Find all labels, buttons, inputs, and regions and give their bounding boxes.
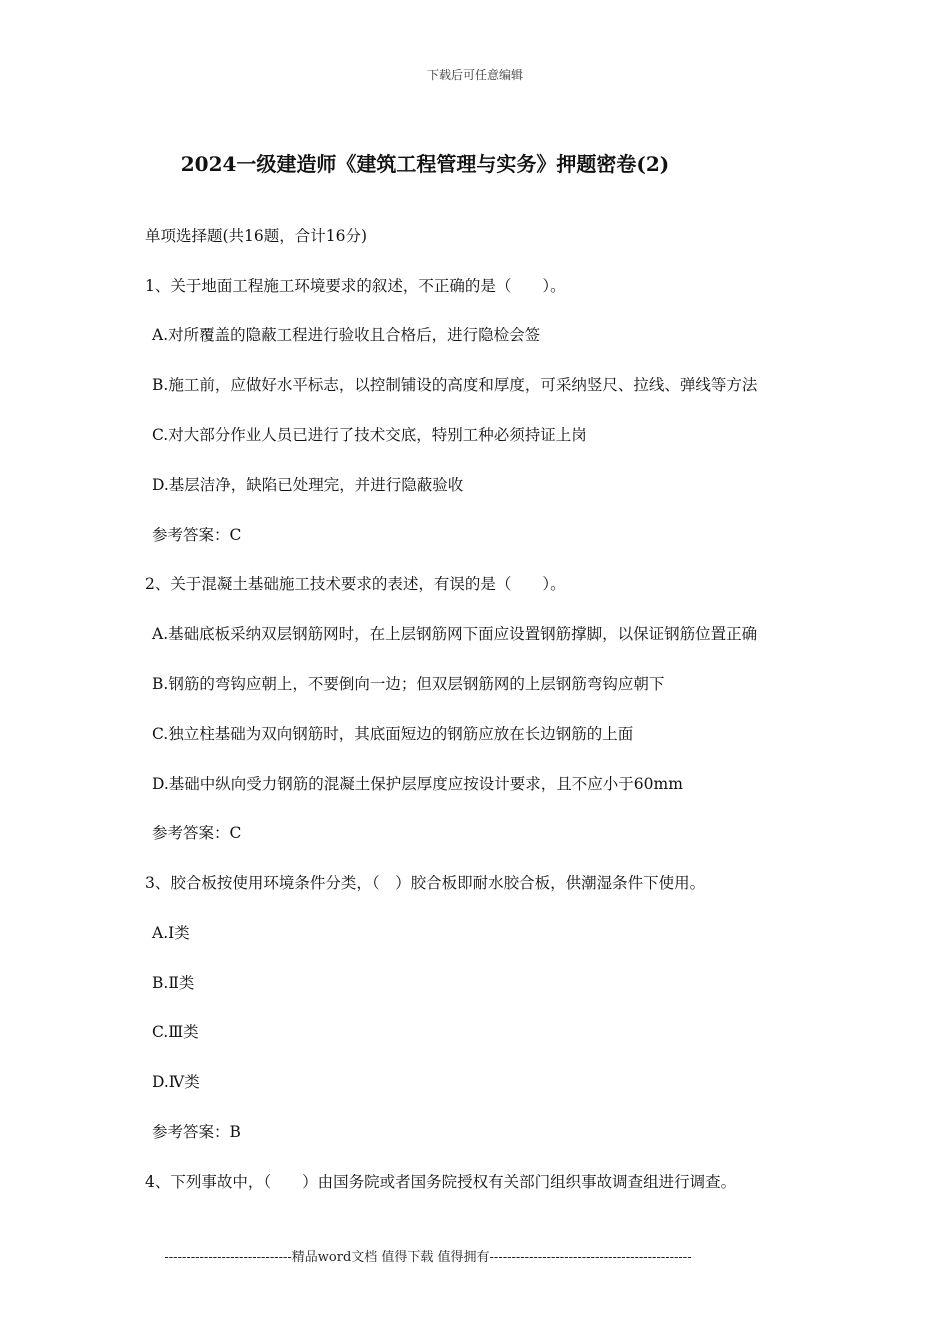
question-3-option-d: D.Ⅳ类 xyxy=(152,1073,200,1091)
question-3-option-b: B.Ⅱ类 xyxy=(152,974,195,992)
footer-banner: -----------------------------精品word文档 值得下载 值得拥有---------------------------------------------- xyxy=(164,1250,692,1265)
question-1-option-a: A.对所覆盖的隐蔽工程进行验收且合格后，进行隐检会签 xyxy=(152,326,541,344)
header-note: 下载后可任意编辑 xyxy=(426,68,523,82)
question-3-option-c: C.Ⅲ类 xyxy=(152,1023,199,1041)
question-2-stem: 2、关于混凝土基础施工技术要求的表述，有误的是（ ）。 xyxy=(145,575,566,593)
question-3-stem: 3、胶合板按使用环境条件分类，（ ）胶合板即耐水胶合板，供潮湿条件下使用。 xyxy=(145,874,706,892)
question-3-answer: 参考答案：B xyxy=(152,1123,241,1141)
question-3-option-a: A.I类 xyxy=(152,924,190,942)
question-1-stem: 1、关于地面工程施工环境要求的叙述，不正确的是（ ）。 xyxy=(145,277,566,295)
question-1-option-d: D.基层洁净，缺陷已处理完，并进行隐蔽验收 xyxy=(152,476,464,494)
question-2-option-c: C.独立柱基础为双向钢筋时，其底面短边的钢筋应放在长边钢筋的上面 xyxy=(152,725,634,743)
question-2-answer: 参考答案：C xyxy=(152,824,242,842)
question-2-option-b: B.钢筋的弯钩应朝上，不要倒向一边；但双层钢筋网的上层钢筋弯钩应朝下 xyxy=(152,675,665,693)
document-title: 2024一级建造师《建筑工程管理与实务》押题密卷(2) xyxy=(180,152,670,176)
question-1-answer: 参考答案：C xyxy=(152,526,242,544)
question-4-stem: 4、下列事故中，（ ）由国务院或者国务院授权有关部门组织事故调查组进行调查。 xyxy=(145,1173,737,1191)
question-1-option-c: C.对大部分作业人员已进行了技术交底，特别工种必须持证上岗 xyxy=(152,426,587,444)
question-1-option-b: B.施工前，应做好水平标志，以控制铺设的高度和厚度，可采纳竖尺、拉线、弹线等方法 xyxy=(152,376,758,394)
section-heading: 单项选择题(共16题，合计16分) xyxy=(145,227,368,245)
question-2-option-a: A.基础底板采纳双层钢筋网时，在上层钢筋网下面应设置钢筋撑脚，以保证钢筋位置正确 xyxy=(152,625,758,643)
question-2-option-d: D.基础中纵向受力钢筋的混凝土保护层厚度应按设计要求，且不应小于60mm xyxy=(152,775,683,793)
